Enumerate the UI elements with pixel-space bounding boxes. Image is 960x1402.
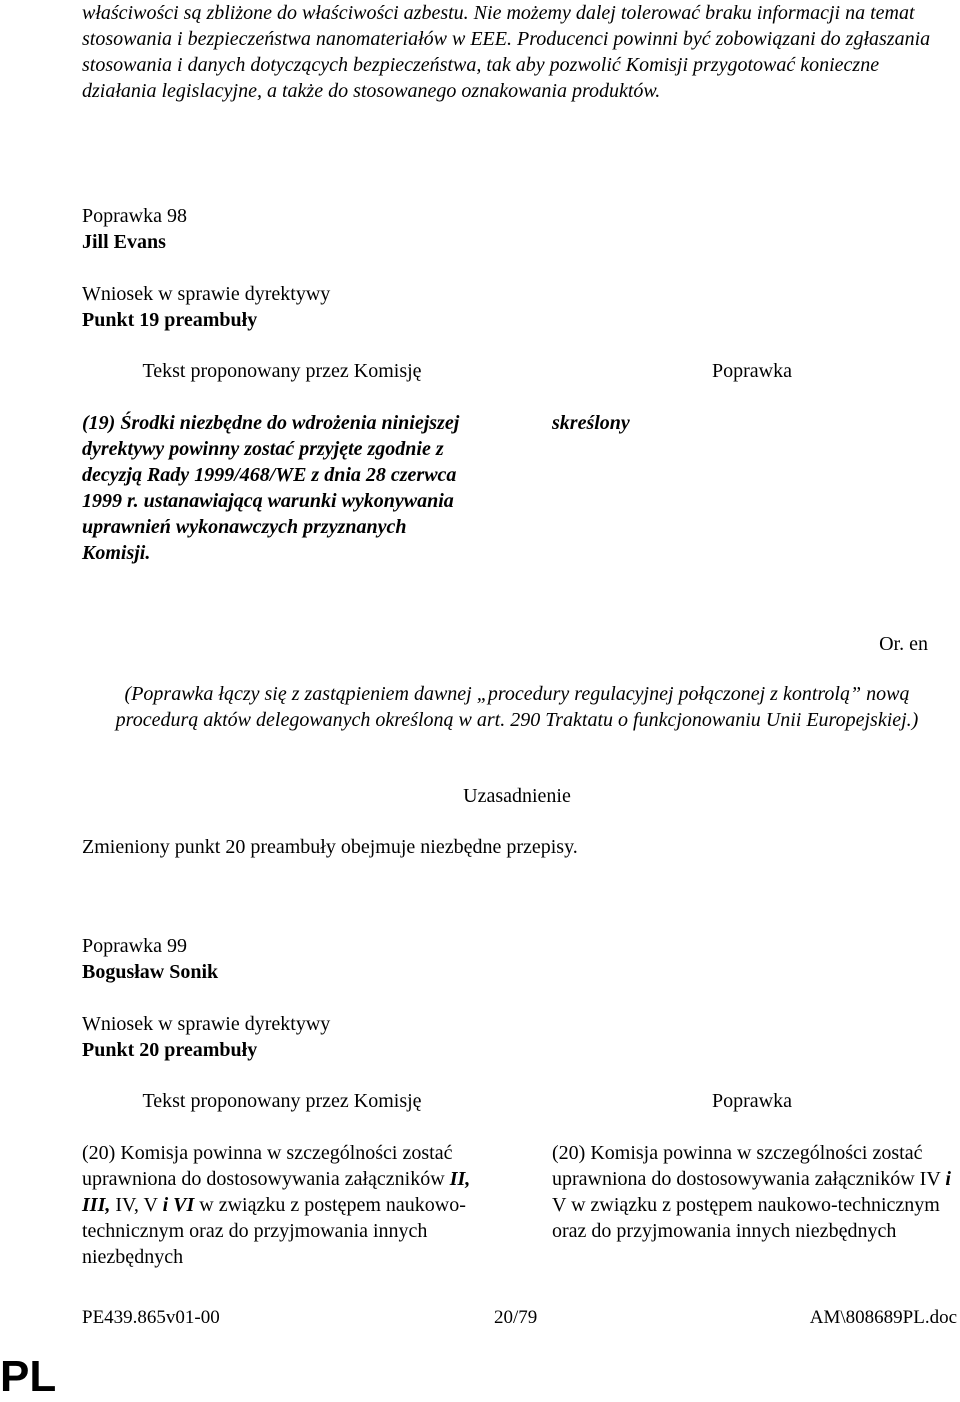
justification-heading: Uzasadnienie: [463, 785, 571, 807]
left-text-deleted-annexes: II, III,: [82, 1168, 471, 1216]
right-text-part: (20) Komisja powinna w szczególności zostać uprawniona do dostosowywania załączników IV: [552, 1142, 946, 1190]
amendment-98-title: Poprawka 98: [82, 205, 187, 227]
left-text-part: w związku z postępem naukowo-technicznym oraz do przyjmowania innych niezbędnych: [82, 1194, 466, 1268]
amendment-98-author: Jill Evans: [82, 231, 166, 253]
original-language: Or. en: [879, 633, 928, 655]
amendment-99-proposal: Wniosek w sprawie dyrektywy: [82, 1013, 331, 1035]
footer-page-number: 20/79: [494, 1307, 538, 1328]
amendment-99-left-text: [82, 1140, 482, 1270]
right-text-changed-word: i: [945, 1168, 951, 1190]
amendment-99-right-text: [552, 1140, 952, 1244]
amendment-98-point: Punkt 19 preambuły: [82, 309, 258, 331]
amendment-98-left-text: (19) Środki niezbędne do wdrożenia niniejszej dyrektywy powinny zostać przyjęte zgodnie z decyzją Rady 1999/468/WE z dnia 28 czerwca 1999 r. ustanawiającą warunki wykonywania uprawnień wykonawczych przyznanych Komisji.: [82, 412, 460, 564]
amendment-98-note: (Poprawka łączy się z zastąpieniem dawnej „procedury regulacyjnej połączonej z kontrolą” nową procedurą aktów delegowanych określoną w art. 290 Traktatu o funkcjonowaniu Unii Europejskiej.): [115, 683, 919, 731]
left-text-part: (20) Komisja powinna w szczególności zostać uprawniona do dostosowywania załączników: [82, 1142, 453, 1190]
amendment-99-title: Poprawka 99: [82, 935, 187, 957]
amendment-99-left-heading: Tekst proponowany przez Komisję: [142, 1090, 422, 1112]
amendment-98-right-heading: Poprawka: [712, 360, 792, 382]
intro-paragraph: właściwości są zbliżone do właściwości azbestu. Nie możemy dalej tolerować braku informacji na temat stosowania i bezpieczeństwa nanomateriałów w EEE. Producenci powinni być zobowiązani do zgłaszania stosowania i danych dotyczących bezpieczeństwa, tak aby pozwolić Komisji przygotować konieczne działania legislacyjne, a także do stosowanego oznakowania produktów.: [82, 2, 931, 102]
footer-language-code: PL: [0, 1352, 57, 1401]
footer-file-name: AM\808689PL.doc: [809, 1307, 957, 1328]
amendment-99-author: Bogusław Sonik: [82, 961, 219, 983]
left-text-deleted-annex-vi: i VI: [162, 1194, 195, 1216]
footer-doc-ref: PE439.865v01-00: [82, 1307, 220, 1328]
amendment-98-proposal: Wniosek w sprawie dyrektywy: [82, 283, 331, 305]
justification-text: Zmieniony punkt 20 preambuły obejmuje niezbędne przepisy.: [82, 836, 578, 858]
left-text-part: IV, V: [110, 1194, 163, 1216]
amendment-99-right-heading: Poprawka: [712, 1090, 792, 1112]
amendment-99-point: Punkt 20 preambuły: [82, 1039, 258, 1061]
right-text-part: V w związku z postępem naukowo-technicznym oraz do przyjmowania innych niezbędnych: [552, 1194, 940, 1242]
amendment-98-left-heading: Tekst proponowany przez Komisję: [142, 360, 422, 382]
amendment-98-right-text: skreślony: [552, 412, 630, 434]
